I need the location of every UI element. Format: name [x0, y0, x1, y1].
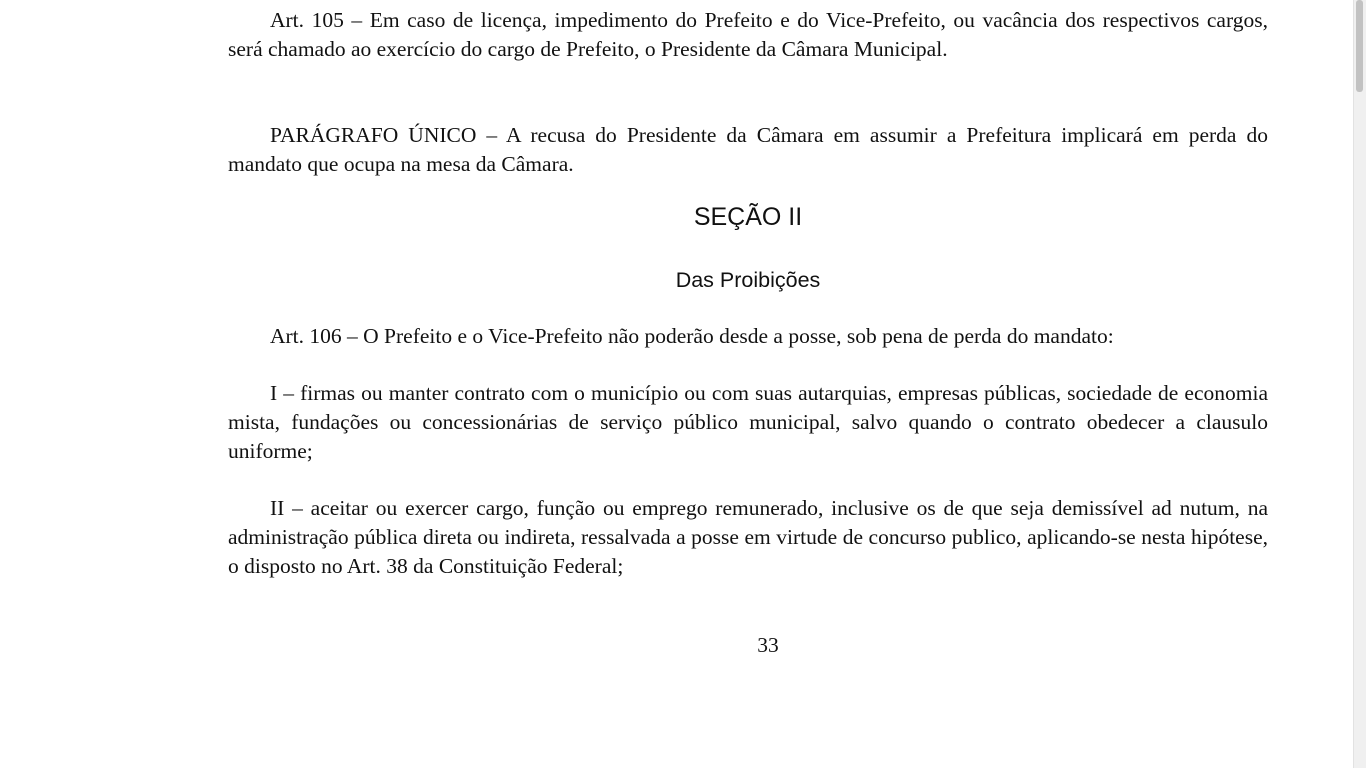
scrollbar-thumb[interactable] — [1356, 0, 1363, 92]
inciso-1-text: I – firmas ou manter contrato com o município ou com suas autarquias, empresas públicas, sociedade de economia mista, fundações ou concessionárias de serviço público municipal, salvo quando o contrato obedecer a clausulo uniforme; — [228, 381, 1268, 463]
section-title: SEÇÃO II — [693, 203, 803, 231]
article-105 — [228, 6, 1268, 64]
page-number: 33 — [757, 633, 779, 657]
section-subtitle: Das Proibições — [675, 268, 821, 292]
paragrafo-unico-text: PARÁGRAFO ÚNICO – A recusa do Presidente da Câmara em assumir a Prefeitura implicará em perda do mandato que ocupa na mesa da Câmara. — [228, 123, 1268, 176]
article-106-text: Art. 106 – O Prefeito e o Vice-Prefeito não poderão desde a posse, sob pena de perda do mandato: — [270, 324, 1114, 348]
inciso-2 — [228, 494, 1268, 581]
vertical-scrollbar[interactable] — [1353, 0, 1366, 768]
inciso-2-text: II – aceitar ou exercer cargo, função ou emprego remunerado, inclusive os de que seja demissível ad nutum, na administração pública direta ou indireta, ressalvada a posse em virtude de concurso publico, aplicando-se nesta hipótese, o disposto no Art. 38 da Constituição Federal; — [228, 496, 1268, 578]
article-106 — [228, 322, 1268, 351]
article-105-text: Art. 105 – Em caso de licença, impedimento do Prefeito e do Vice-Prefeito, ou vacância dos respectivos cargos, será chamado ao exercício do cargo de Prefeito, o Presidente da Câmara Municipal. — [228, 8, 1268, 61]
paragrafo-unico — [228, 121, 1268, 179]
inciso-1 — [228, 379, 1268, 466]
